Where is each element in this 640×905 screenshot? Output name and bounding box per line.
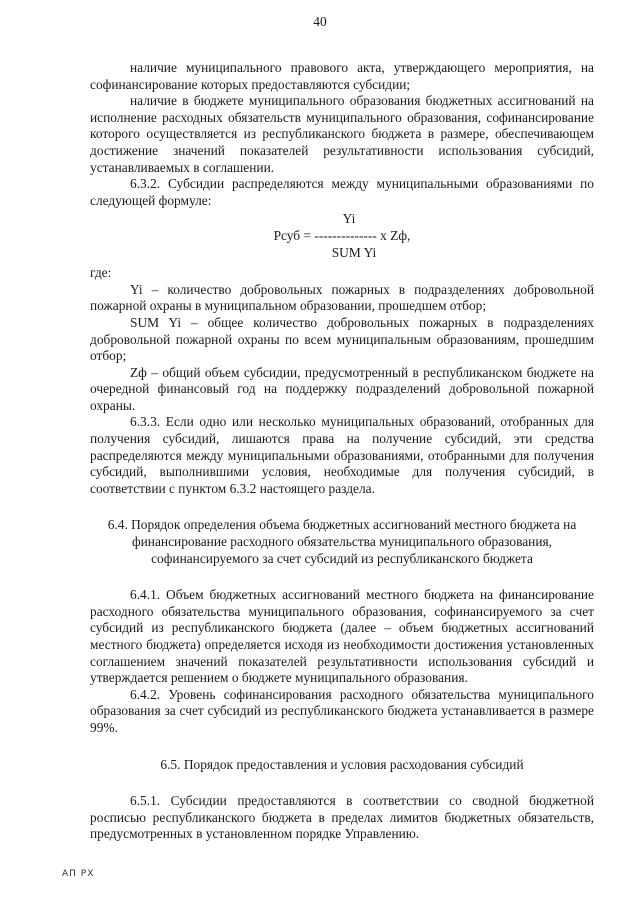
subsidy-formula: [90, 211, 594, 261]
section-6-4-heading-line3: софинансируемого за счет субсидий из республиканского бюджета: [151, 550, 533, 566]
section-6-4-heading-line1: 6.4. Порядок определения объема бюджетных ассигнований местного бюджета на: [107, 517, 577, 533]
formula-numerator: Yi: [342, 211, 356, 227]
where-label: где:: [90, 265, 112, 281]
document-body: [90, 60, 594, 843]
definition-zf: Zф – общий объем субсидии, предусмотренный в республиканском бюджете на очередной финансовый год на поддержку подразделений добровольной пожарной охраны.: [90, 364, 594, 413]
section-6-5-heading: 6.5. Порядок предоставления и условия расходования субсидий: [160, 756, 524, 772]
definition-yi: Yi – количество добровольных пожарных в подразделениях добровольной пожарной охраны в муниципальном образовании, прошедшем отбор;: [90, 281, 594, 314]
footer-mark: АП РХ: [62, 869, 95, 879]
formula-main-line: Рсуб = -------------- х Zф,: [273, 227, 411, 243]
page-number: 40: [313, 14, 327, 29]
formula-denominator: SUM Yi: [331, 244, 377, 260]
definition-sum-yi: SUM Yi – общее количество добровольных пожарных в подразделениях добровольной пожарной охраны по всем муниципальным образованиям, прошедшим отбор;: [90, 314, 594, 364]
section-6-4-heading: [90, 517, 594, 567]
paragraph-legal-act: наличие муниципального правового акта, утверждающего мероприятия, на софинансирование которых предоставляются субсидии;: [90, 60, 594, 92]
paragraph-6-4-1: 6.4.1. Объем бюджетных ассигнований местного бюджета на финансирование расходного обязательства муниципального образования, софинансируемого за счет субсидий из республиканского бюджета (далее – объем бюджетных ассигнований местного бюджета) определяется исходя из необходимости достижения установленных соглашением значений показателей результативности использования субсидий и утверждается решением о бюджете муниципального образования.: [90, 587, 594, 686]
paragraph-budget-allocations: наличие в бюджете муниципального образования бюджетных ассигнований на исполнение расходных обязательств муниципального образования, софинансирование которого осуществляется из республиканского бюджета в размере, обеспечивающем достижение значений показателей результативности использования субсидий, устанавливаемых в соглашении.: [90, 93, 594, 175]
section-6-4-heading-line2: финансирование расходного обязательства муниципального образования,: [131, 534, 553, 550]
paragraph-6-3-3: 6.3.3. Если одно или несколько муниципальных образований, отобранных для получения субсидий, лишаются права на получение субсидий, эти средства распределяются между муниципальными образованиями, отобранными для получения субсидий, выполнившими условия, необходимые для получения субсидий, в соответствии с пунктом 6.3.2 настоящего раздела.: [90, 414, 594, 496]
paragraph-6-5-1: 6.5.1. Субсидии предоставляются в соответствии со сводной бюджетной росписью республиканского бюджета в пределах лимитов бюджетных обязательств, предусмотренных в установленном порядке Управлению.: [90, 793, 594, 842]
paragraph-6-3-2: 6.3.2. Субсидии распределяются между муниципальными образованиями по следующей формуле:: [90, 176, 594, 208]
paragraph-6-4-2: 6.4.2. Уровень софинансирования расходного обязательства муниципального образования за счет субсидий из республиканского бюджета устанавливается в размере 99%.: [90, 686, 594, 735]
